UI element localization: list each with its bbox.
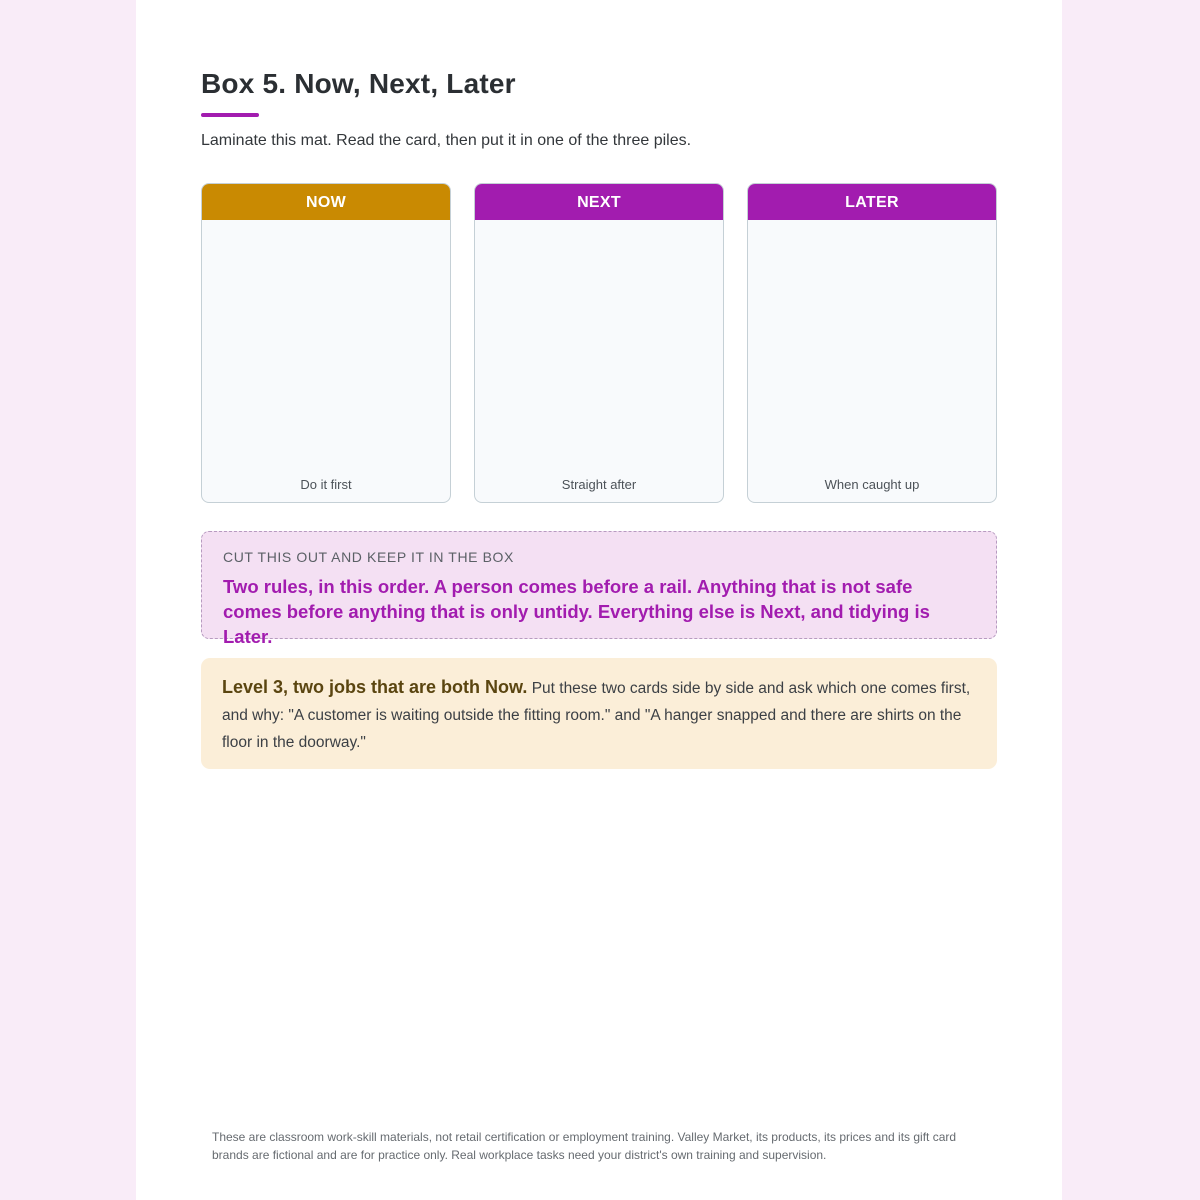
sorting-mat xyxy=(201,183,997,503)
cutout-label: CUT THIS OUT AND KEEP IT IN THE BOX xyxy=(223,549,514,565)
pile-later-hint: When caught up xyxy=(824,477,920,492)
pile-now-header: NOW xyxy=(202,184,450,220)
pile-next-header: NEXT xyxy=(475,184,723,220)
priority-rules: Two rules, in this order. A person comes before a rail. Anything that is not safe comes before anything that is only untidy. Everything else is Next, and tidying is Later. xyxy=(223,576,930,647)
disclaimer-footer: These are classroom work-skill materials, not retail certification or employment training. Valley Market, its products, its prices and its gift card brands are fictional and are for practice only. Real workplace tasks need your district's own training and supervision. xyxy=(212,1130,957,1162)
pile-now xyxy=(201,183,451,503)
worksheet-page xyxy=(136,0,1062,1200)
title-underline xyxy=(201,113,259,117)
pile-next-hint: Straight after xyxy=(561,477,637,492)
level-title: Level 3, two jobs that are both Now. xyxy=(222,677,528,697)
page-title: Box 5. Now, Next, Later xyxy=(201,68,516,99)
level-3-callout xyxy=(201,658,997,769)
pile-later xyxy=(747,183,997,503)
pile-later-header: LATER xyxy=(748,184,996,220)
pile-now-hint: Do it first xyxy=(300,477,352,492)
intro-text: Laminate this mat. Read the card, then put it in one of the three piles. xyxy=(201,132,692,149)
pile-next xyxy=(474,183,724,503)
level-body: Put these two cards side by side and ask which one comes first, and why: "A customer is waiting outside the fitting room." and "A hanger snapped and there are shirts on the floor in the doorway." xyxy=(222,680,971,751)
cutout-rules-card xyxy=(201,531,997,647)
